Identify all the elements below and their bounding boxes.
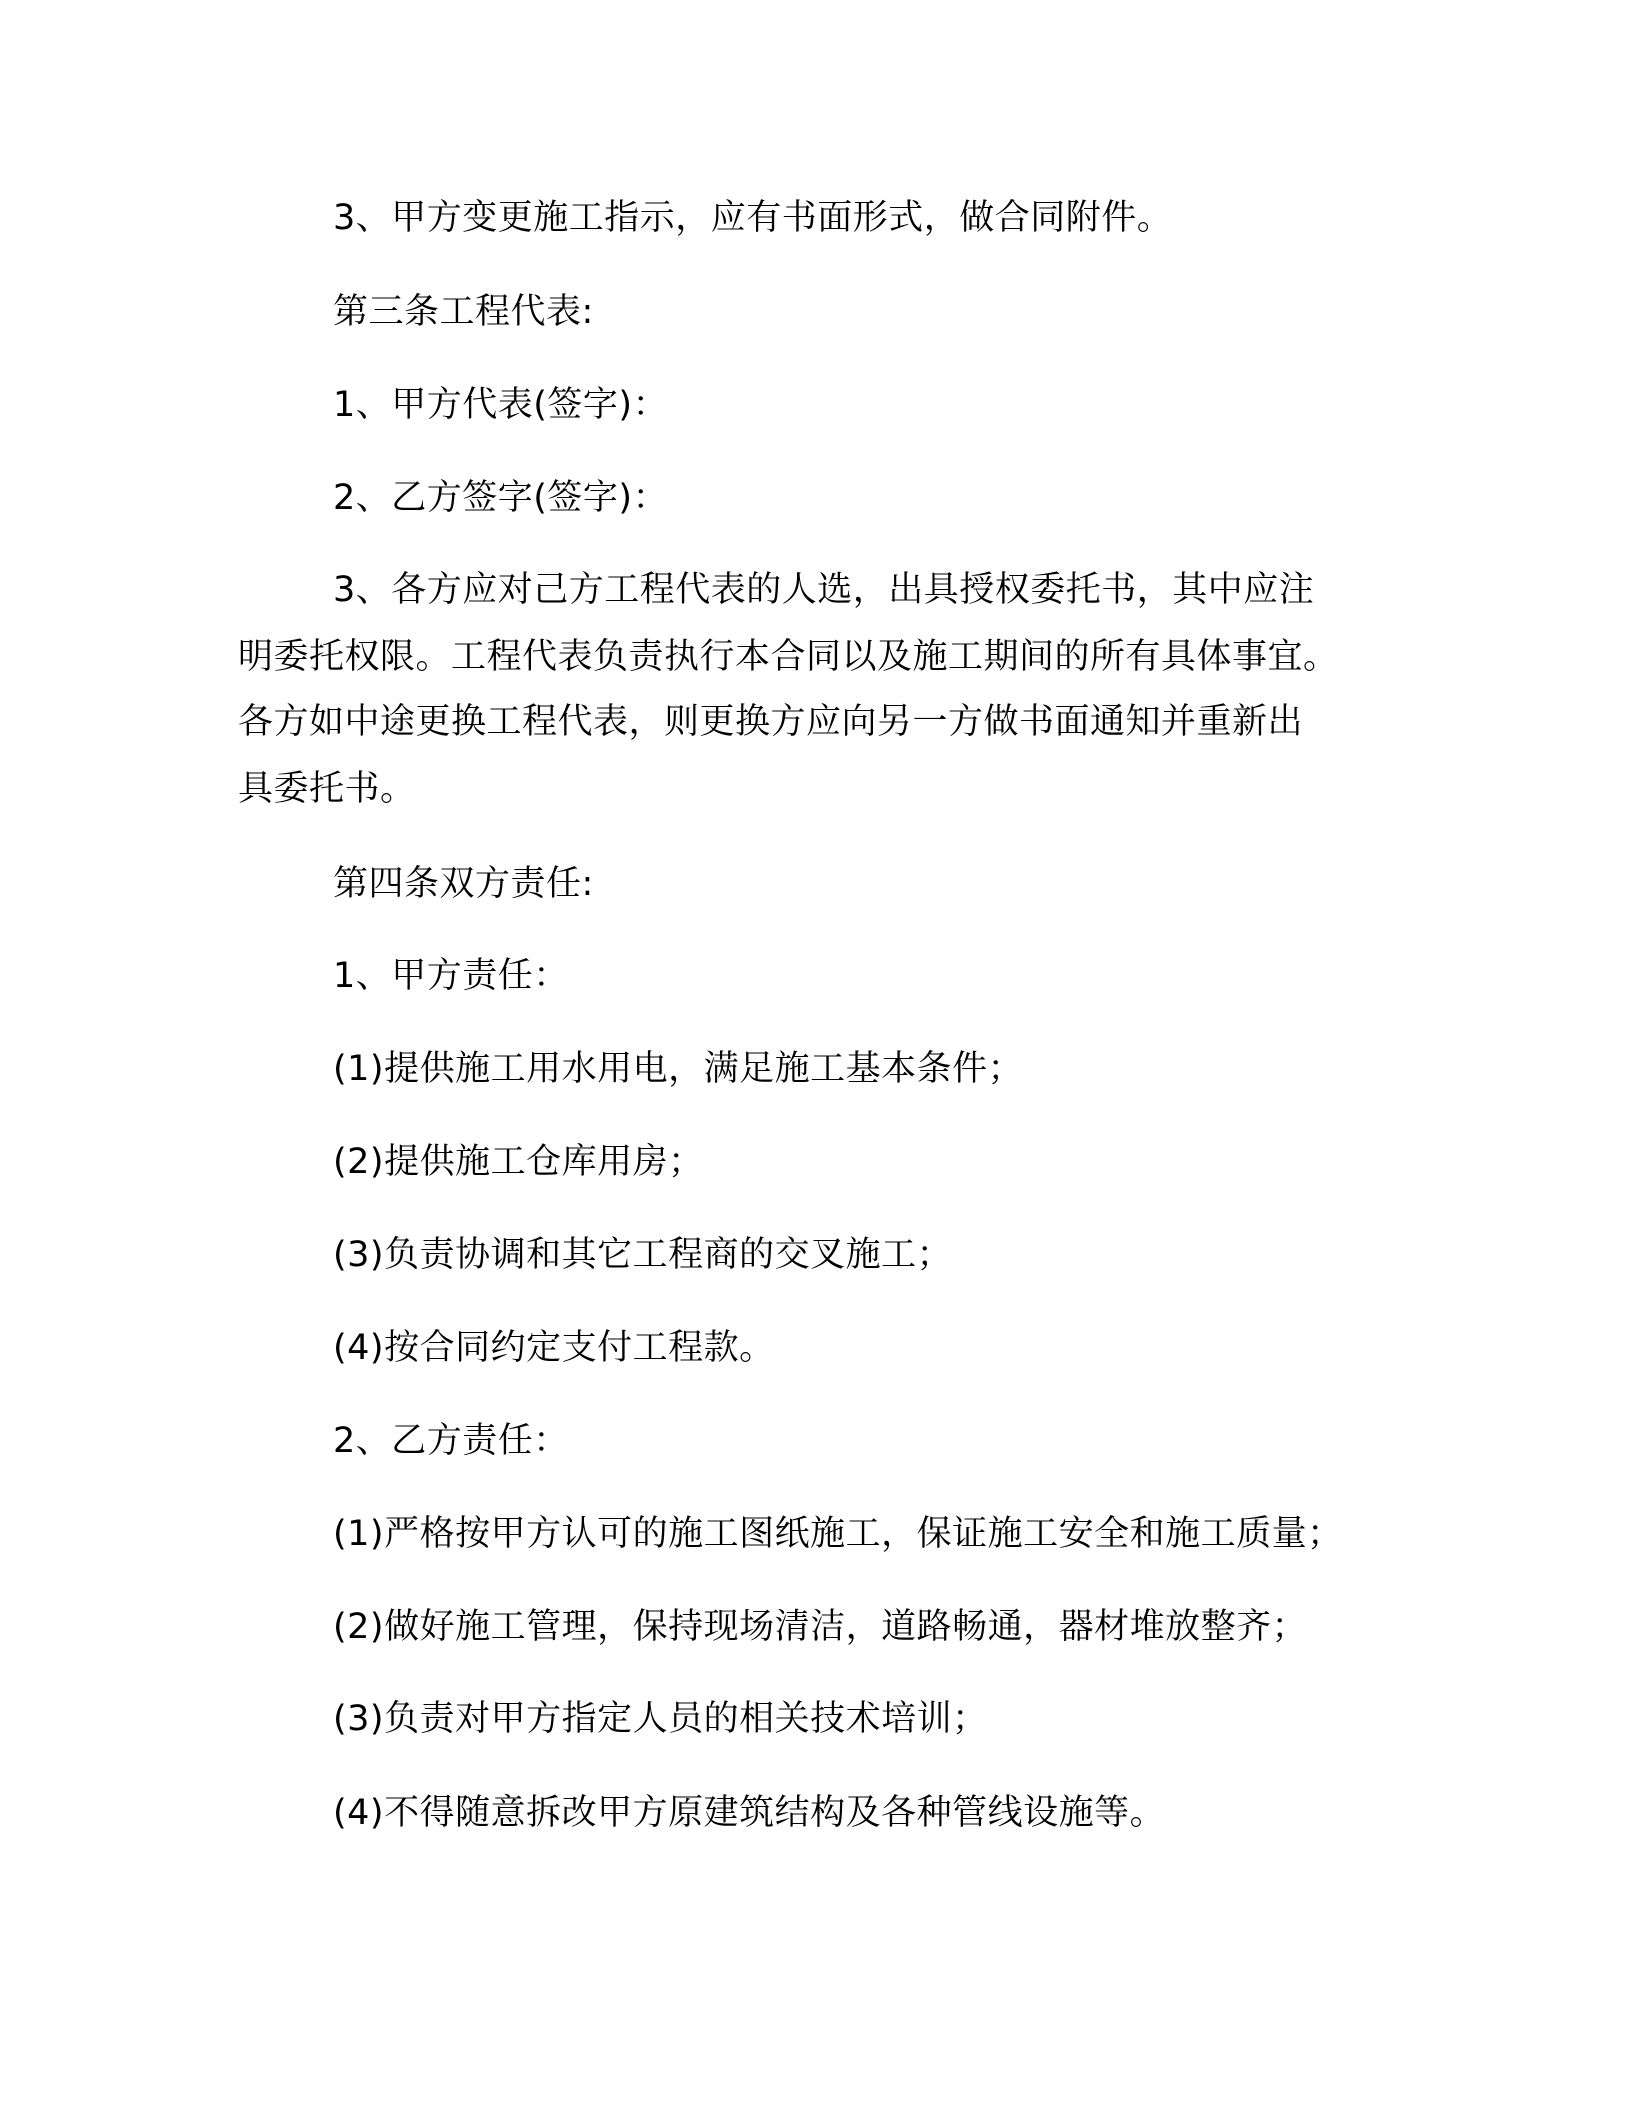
- party-b-responsibilities-heading: 2、乙方责任：: [333, 1421, 569, 1461]
- party-a-item-1: (1)提供施工用水用电，满足施工基本条件；: [333, 1049, 1024, 1089]
- party-b-item-3: (3)负责对甲方指定人员的相关技术培训；: [333, 1699, 988, 1739]
- party-a-item-4: (4)按合同约定支付工程款。: [333, 1328, 775, 1368]
- party-a-representative: 1、甲方代表(签字)：: [333, 385, 669, 425]
- article-3-heading: 第三条工程代表:: [333, 292, 594, 332]
- party-a-responsibilities-heading: 1、甲方责任：: [333, 956, 569, 996]
- representative-clause-line-3: 各方如中途更换工程代表，则更换方应向另一方做书面通知并重新出: [238, 702, 1304, 742]
- representative-clause-line-4: 具委托书。: [238, 769, 416, 809]
- party-b-item-4: (4)不得随意拆改甲方原建筑结构及各种管线设施等。: [333, 1793, 1166, 1833]
- party-b-signature: 2、乙方签字(签字)：: [333, 478, 669, 518]
- representative-clause-line-2: 明委托权限。工程代表负责执行本合同以及施工期间的所有具体事宜。: [238, 637, 1339, 677]
- clause-3-instruction-change: 3、甲方变更施工指示，应有书面形式，做合同附件。: [333, 198, 1173, 238]
- representative-clause-line-1: 3、各方应对己方工程代表的人选，出具授权委托书，其中应注: [333, 570, 1315, 610]
- party-a-item-2: (2)提供施工仓库用房；: [333, 1142, 704, 1182]
- party-a-item-3: (3)负责协调和其它工程商的交叉施工；: [333, 1235, 953, 1275]
- party-b-item-2: (2)做好施工管理，保持现场清洁，道路畅通，器材堆放整齐；: [333, 1607, 1308, 1647]
- article-4-heading: 第四条双方责任:: [333, 864, 594, 904]
- party-b-item-1: (1)严格按甲方认可的施工图纸施工，保证施工安全和施工质量；: [333, 1514, 1343, 1554]
